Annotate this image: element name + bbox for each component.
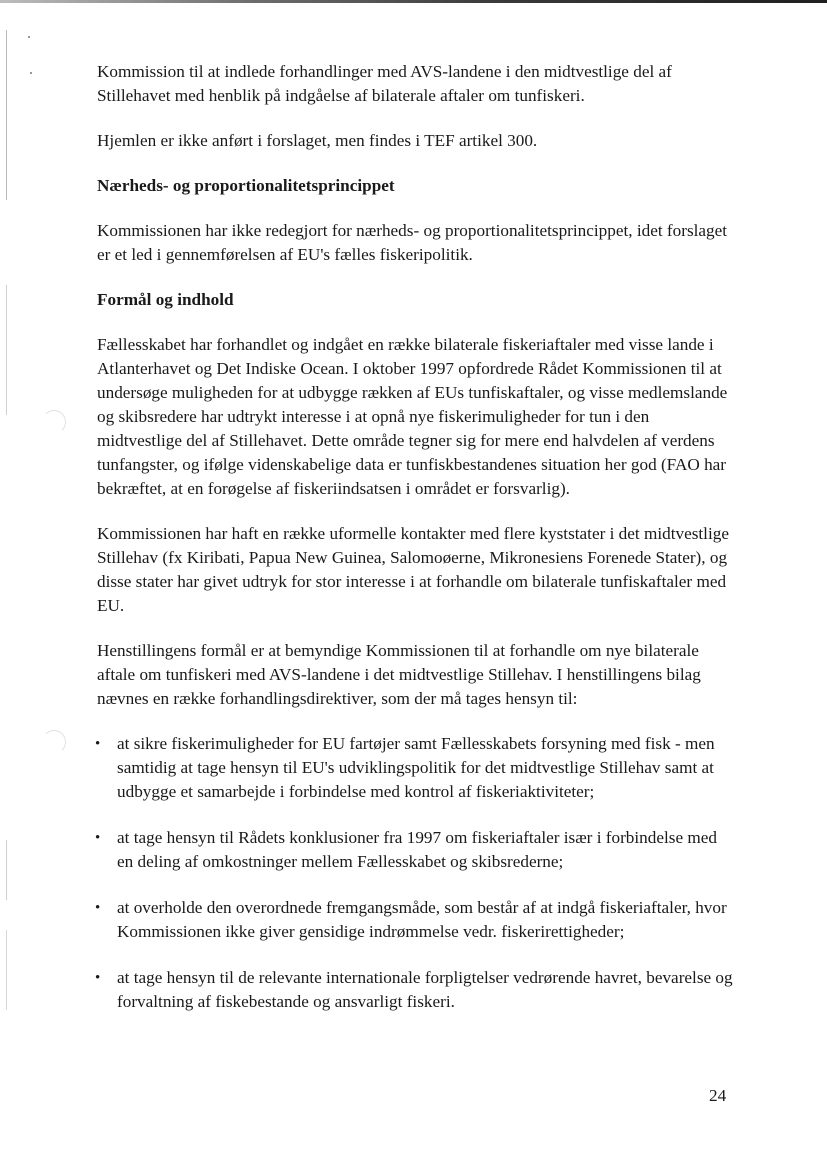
purpose-paragraph-1: Fællesskabet har forhandlet og indgået en række bilaterale fiskeriaftaler med visse lande i Atlanterhavet og Det Indiske Ocean. I oktober 1997 opfordrede Rådet Kommissionen til at undersøge muligheden for at udbygge rækken af EUs tunfiskaftaler, og visse medlemslande og skibsredere har udtrykt interesse i at opnå nye fiskerimuligheder for tun i den midtvestlige del af Stillehavet. Dette område tegner sig for mere end halvdelen af verdens tunfangster, og ifølge videnskabelige data er tunfiskbestandenes situation her god (FAO har bekræftet, at en forøgelse af fiskeriindsatsen i området er forsvarlig). bbox=[97, 335, 728, 498]
bullet-icon: • bbox=[95, 736, 101, 752]
scan-margin-mark bbox=[6, 30, 7, 200]
scan-speck bbox=[30, 72, 32, 74]
page-number: 24 bbox=[709, 1086, 727, 1105]
scan-margin-mark bbox=[6, 930, 7, 1010]
purpose-paragraph-2: Kommissionen har haft en række uformelle kontakter med flere kyststater i det midtvestlige Stillehav (fx Kiribati, Papua New Guinea, Salomoøerne, Mikronesiens Forenede Stater), og disse stater har givet udtryk for stor interesse i at forhandle om bilaterale tunfiskaftaler med EU. bbox=[97, 524, 729, 615]
list-item-text: at tage hensyn til Rådets konklusioner fra 1997 om fiskeriaftaler især i forbindelse med en deling af omkostninger mellem Fællesskabet og skibsrederne; bbox=[117, 828, 717, 871]
list-item-text: at tage hensyn til de relevante internationale forpligtelser vedrørende havret, bevarelse og forvaltning af fiskebestande og ansvarligt fiskeri. bbox=[117, 968, 733, 1011]
punch-hole-shadow bbox=[42, 730, 66, 754]
scan-margin-mark bbox=[6, 285, 7, 415]
scan-top-edge bbox=[0, 0, 827, 3]
intro-paragraph-2: Hjemlen er ikke anført i forslaget, men findes i TEF artikel 300. bbox=[97, 131, 538, 150]
purpose-paragraph-3: Henstillingens formål er at bemyndige Kommissionen til at forhandle om nye bilaterale aftale om tunfiskeri med AVS-landene i det midtvestlige Stillehav. I henstillingens bilag nævnes en række forhandlingsdirektiver, som der må tages hensyn til: bbox=[97, 641, 701, 708]
page-content bbox=[97, 60, 733, 1036]
scan-margin-mark bbox=[6, 840, 7, 900]
heading-subsidiarity: Nærheds- og proportionalitetsprincippet bbox=[97, 176, 395, 195]
scan-speck bbox=[28, 36, 30, 38]
intro-paragraph-1: Kommission til at indlede forhandlinger med AVS-landene i den midtvestlige del af Stillehavet med henblik på indgåelse af bilaterale aftaler om tunfiskeri. bbox=[97, 62, 672, 105]
list-item bbox=[97, 826, 733, 874]
list-item bbox=[97, 732, 733, 804]
list-item bbox=[97, 896, 733, 944]
bullet-icon: • bbox=[95, 900, 101, 916]
heading-purpose: Formål og indhold bbox=[97, 290, 234, 309]
list-item-text: at overholde den overordnede fremgangsmåde, som består af at indgå fiskeriaftaler, hvor Kommissionen ikke giver gensidige indrømmelse vedr. fiskerirettigheder; bbox=[117, 898, 727, 941]
subsidiarity-paragraph: Kommissionen har ikke redegjort for nærheds- og proportionalitetsprincippet, idet forslaget er et led i gennemførelsen af EU's fælles fiskeripolitik. bbox=[97, 221, 728, 264]
bullet-icon: • bbox=[95, 830, 101, 846]
punch-hole-shadow bbox=[42, 410, 66, 434]
negotiation-directives-list bbox=[97, 732, 733, 1014]
list-item bbox=[97, 966, 733, 1014]
list-item-text: at sikre fiskerimuligheder for EU fartøjer samt Fællesskabets forsyning med fisk - men samtidig at tage hensyn til EU's udviklingspolitik for det midtvestlige Stillehav samt at udbygge et samarbejde i forbindelse med kontrol af fiskeriaktiviteter; bbox=[117, 734, 715, 801]
bullet-icon: • bbox=[95, 970, 101, 986]
